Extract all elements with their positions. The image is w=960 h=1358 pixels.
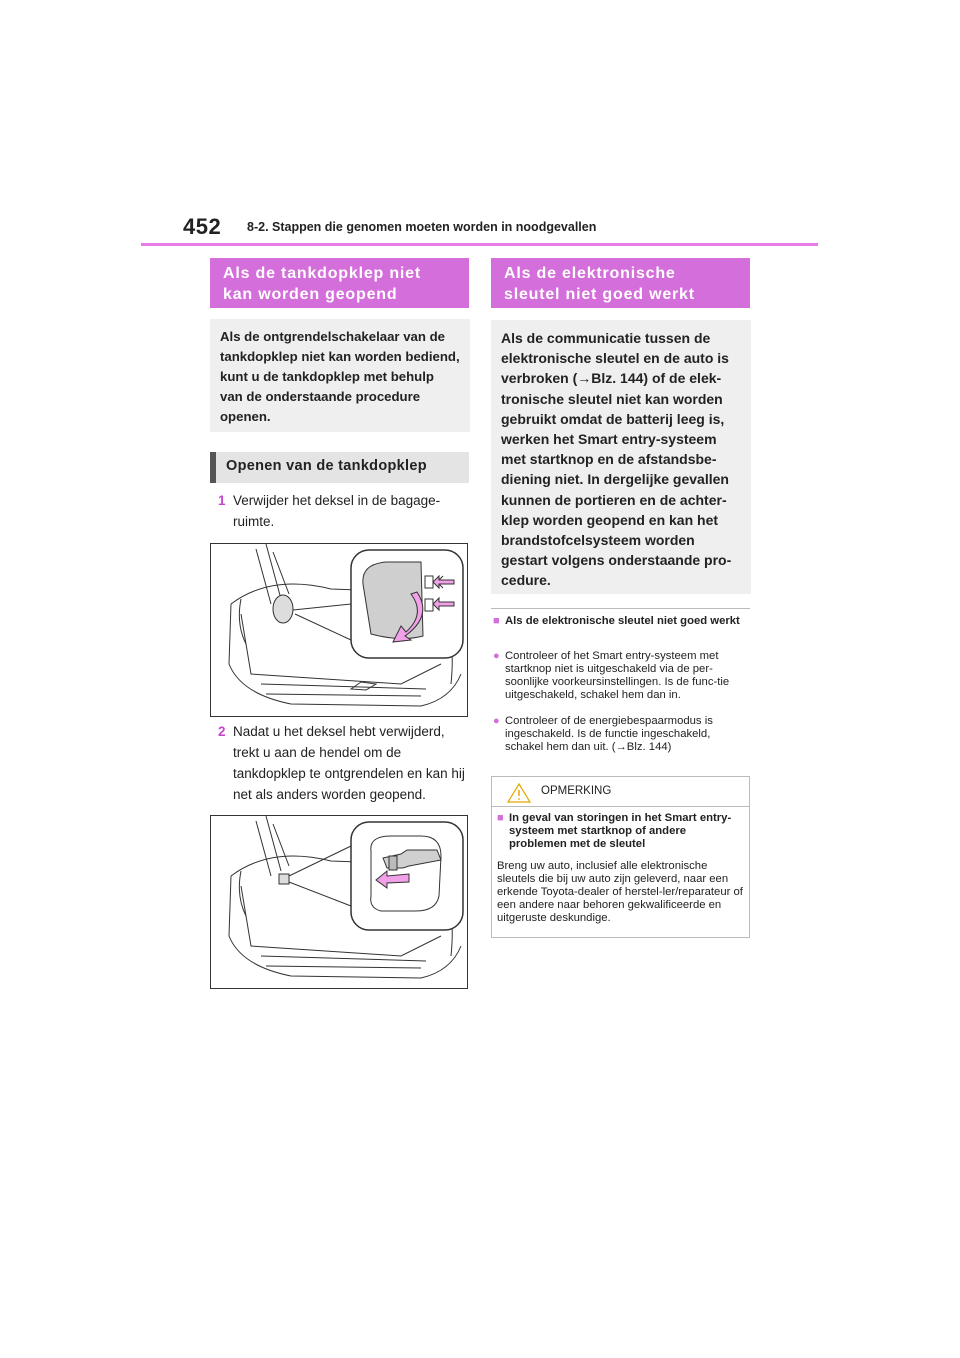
- step-2: [218, 721, 473, 805]
- warning-triangle-icon: [507, 783, 531, 803]
- right-section-title: Als de elektronische sleutel niet goed werkt: [491, 258, 750, 308]
- square-bullet-icon: ■: [493, 615, 500, 627]
- left-section-title: Als de tankdopklep niet kan worden geopend: [210, 258, 469, 308]
- step-1-text: Verwijder het deksel in de bagage-ruimte.: [233, 493, 441, 529]
- step-1: [218, 490, 468, 532]
- round-bullet-icon: ●: [493, 715, 500, 727]
- step-2-text: Nadat u het deksel hebt verwijderd, trekt u aan de hendel om de tankdopklep te ontgrendelen en kan hij net als anders worden geopend.: [233, 724, 465, 802]
- step-1-number: 1: [218, 493, 226, 508]
- left-intro-box: Als de ontgrendelschakelaar van de tankdopklep niet kan worden bediend, kunt u de tankdopklep met behulp van de onderstaande procedure openen.: [210, 319, 470, 432]
- note-heading-text: In geval van storingen in het Smart entry-systeem met startknop of andere problemen met de sleutel: [509, 812, 732, 850]
- square-bullet-icon: ■: [497, 812, 504, 824]
- step-2-number: 2: [218, 724, 226, 739]
- divider: [491, 608, 750, 609]
- section-header: 8-2. Stappen die genomen moeten worden in noodgevallen: [247, 220, 597, 234]
- header-rule: [141, 243, 818, 246]
- info-bullet-2-text: Controleer of de energiebespaarmodus is ingeschakeld. Is de functie ingeschakeld, schakel hem dan uit. (→Blz. 144): [505, 715, 713, 753]
- note-box: [491, 776, 750, 938]
- luggage-compartment-drawing-2: [211, 816, 468, 989]
- page-number: 452: [183, 214, 222, 239]
- note-heading: [497, 812, 743, 851]
- info-heading: [493, 615, 750, 628]
- info-bullet-2: [493, 715, 750, 754]
- info-bullet-1: [493, 650, 750, 702]
- info-heading-text: Als de elektronische sleutel niet goed werkt: [505, 615, 740, 627]
- round-bullet-icon: ●: [493, 650, 500, 662]
- info-bullet-1-text: Controleer of het Smart entry-systeem met startknop niet is uitgeschakeld via de per-soonlijke voorkeursinstellingen. Is de func-tie uitgeschakeld, schakel hem dan in.: [505, 650, 730, 701]
- note-body: Breng uw auto, inclusief alle elektronische sleutels die bij uw auto zijn geleverd, naar een erkende Toyota-dealer of herstel-ler/reparateur of een andere naar behoren gekwalificeerde en uitgeruste deskundige.: [497, 860, 743, 924]
- luggage-compartment-drawing-1: [211, 544, 468, 717]
- right-intro-box: Als de communicatie tussen de elektronische sleutel en de auto is verbroken (→Blz. 144) of de elek-tronische sleutel niet kan worden gebruikt omdat de batterij leeg is, werken het Smart entry-systeem met startknop en de afstandsbe-diening niet. In dergelijke gevallen kunnen de portieren en de achter-klep worden geopend en kan het brandstofcelsysteem worden gestart volgens onderstaande pro-cedure.: [491, 320, 751, 594]
- note-label: OPMERKING: [541, 785, 612, 797]
- illustration-remove-cover: [210, 543, 468, 717]
- note-title-row: [492, 777, 749, 807]
- illustration-pull-lever: [210, 815, 468, 989]
- left-subtitle: Openen van de tankdopklep: [210, 452, 469, 483]
